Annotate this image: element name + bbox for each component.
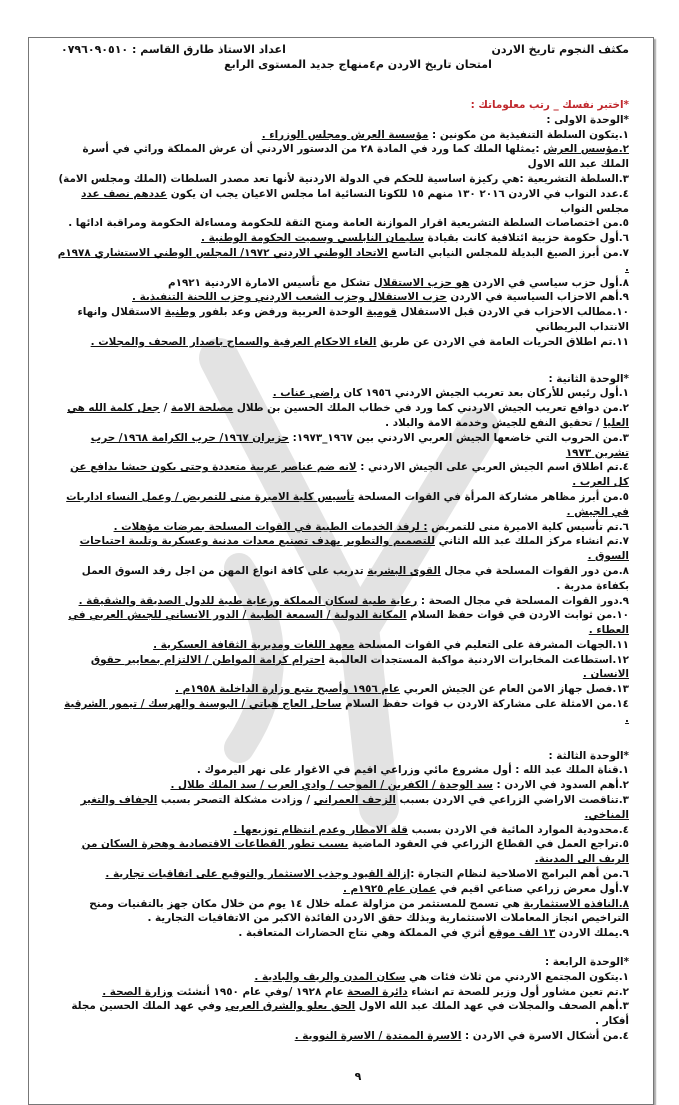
list-item xyxy=(57,985,629,1000)
item-text: ١١.الجهات المشرفة على التعليم في القوات المسلحة xyxy=(354,638,629,651)
answer-text: عام ١٩٥٦ وأصبح يتبع وزارة الداخلية ١٩٥٨م . xyxy=(175,683,401,696)
item-text: ٢.أهم السدود في الاردن : xyxy=(492,779,629,792)
content xyxy=(57,98,629,1044)
answer-text: عمان عام ١٩٢٥م . xyxy=(342,882,437,895)
answer-text: الاسرة الممتدة / الاسرة النووية . xyxy=(294,1030,462,1043)
unit-2 xyxy=(57,372,629,727)
answer-text: ساحل العاج هياتي / البوسنة والهرسك / تيمور الشرقية . xyxy=(64,698,629,725)
answer-text: معهد اللغات ومديرية الثقافة العسكرية . xyxy=(153,638,355,651)
answer-text: لانه ضم عناصر عربية متعددة وحتى يكون جيشا يدافع عن كل العرب . xyxy=(70,461,629,489)
list-item xyxy=(57,682,629,697)
list-item xyxy=(57,401,629,431)
item-text: هي تسمح للمستثمر من مزاولة عمله خلال ١٤ يوم من خلال مكان جهز بالتقنيات ومنح التراخيص انجاز المعاملات الاستثمارية وبذلك حقق الاردن الفائدة الاكبر من الاتفاقيات التجارية . xyxy=(89,897,629,925)
answer-text: للتصميم والتطوير يهدف تصنيع معدات مدنية وعسكرية وتلبية احتياجات السوق . xyxy=(79,535,629,563)
answer-text: حزب الاستقلال وحزب الشعب الاردني وحزب اللجنة التنفيذية . xyxy=(132,291,447,304)
item-text: ١١.تم اطلاق الحريات العامة في الاردن عن طريق xyxy=(376,335,629,348)
list-item xyxy=(57,999,629,1029)
answer-text: تأسيس كلية الاميرة منى للتمريض / وعمل النساء اداريات في الجيش . xyxy=(66,490,629,518)
list-item xyxy=(57,608,629,638)
item-text: / تحقيق النفع للجيش وخدمة الامة والبلاد . xyxy=(385,416,604,429)
list-item xyxy=(57,335,629,350)
answer-text: ٨.النافذه الاستثمارية xyxy=(523,897,629,910)
item-text: ١.قناة الملك عبد الله : أول مشروع مائي وزراعي اقيم في الاغوار على نهر اليرموك . xyxy=(196,764,629,777)
list-item xyxy=(57,431,629,461)
item-text: ٨.من دور القوات المسلحة في مجال xyxy=(440,564,629,577)
item-text: / وزادت مشكلة التصحر بسبب xyxy=(157,794,314,807)
item-text: ٦.تم تأسيس كلية الاميرة منى للتمريض xyxy=(427,520,629,533)
answer-text: ١٣ الف موقع xyxy=(488,927,556,940)
item-text: ١٤.من الامثلة على مشاركة الاردن ب قوات حفظ السلام xyxy=(341,698,629,711)
list-item xyxy=(57,564,629,594)
item-text: ٥.من أبرز مظاهر مشاركة المرأة في القوات المسلحة xyxy=(354,490,629,503)
document-page xyxy=(28,37,654,1105)
item-text: ٦.من أهم البرامج الاصلاحية لنظام التجارة : xyxy=(410,868,629,881)
exam-title: امتحان تاريخ الاردن م٤منهاج جديد المستوى الرابع xyxy=(224,58,492,71)
item-text: / xyxy=(159,402,171,415)
item-text: ٤.عدد النواب في الاردن ٢٠١٦ ١٣٠ منهم ١٥ للكوتا النسائية اما مجلس الاعيان يجب ان يكون xyxy=(167,187,629,200)
answer-text: وزارة الصحة . xyxy=(102,985,173,998)
list-item xyxy=(57,823,629,838)
list-item xyxy=(57,305,629,335)
list-item xyxy=(57,778,629,793)
item-text: ٤.تم اطلاق اسم الجيش العربي على الجيش الاردني : xyxy=(356,461,629,474)
unit-4 xyxy=(57,955,629,1044)
list-item xyxy=(57,594,629,609)
item-text: ١.يتكون السلطة التنفيذية من مكونين : xyxy=(428,128,629,141)
unit-title: *الوحدة الثالثة : xyxy=(548,749,629,762)
item-text: أثري في المملكة وهي نتاج الحضارات المتعاقبة . xyxy=(238,927,489,940)
answer-text: دائرة الصحة xyxy=(347,985,408,998)
item-text: مجلس النواب xyxy=(560,202,629,215)
answer-text: الحق يعلو والشرق العربي xyxy=(225,1000,356,1013)
answer-text: عددهم نصف عدد xyxy=(81,187,168,200)
list-item xyxy=(57,793,629,823)
list-item xyxy=(57,276,629,291)
item-text: ٣.أهم الصحف والمجلات في عهد الملك عبد الله الاول xyxy=(355,1000,629,1013)
list-item xyxy=(57,638,629,653)
item-text: ٦.أول حكومة حزبية ائتلافية كانت بقيادة xyxy=(424,232,629,245)
list-item xyxy=(57,460,629,490)
item-text: الوحدة العربية ورفض وعد بلفور xyxy=(195,306,367,319)
list-item xyxy=(57,1029,629,1044)
item-text: عام ١٩٢٨ /وفي عام ١٩٥٠ أنشئت xyxy=(173,985,348,998)
item-text: :يمثلها الملك كما ورد في المادة ٢٨ من الدستور الاردني أن عرش المملكة وراثي في أسرة الملك عبد الله الاول xyxy=(82,143,629,171)
item-text: ٣.من الحروب التي خاضعها الجيش العربي الاردني بين ١٩٦٧_١٩٧٣: xyxy=(289,431,629,444)
list-item xyxy=(57,837,629,867)
answer-text: قومية xyxy=(366,306,397,319)
answer-text: القوى البشرية xyxy=(367,564,441,577)
unit-3 xyxy=(57,749,629,941)
item-text: الاستقلال وانهاء الانتداب البريطاني xyxy=(77,306,629,333)
answer-text: مؤسسة العرش ومجلس الوزراء . xyxy=(261,128,429,141)
list-item xyxy=(57,534,629,564)
answer-text: : لرفد الخدمات الطبية في القوات المسلحة بمرضات مؤهلات . xyxy=(113,520,428,533)
unit-title: *الوحدة الثانية : xyxy=(548,372,629,385)
item-text: ٧.تم انشاء مركز الملك عبد الله الثاني xyxy=(434,535,629,548)
item-text: ١٣.فصل جهاز الامن العام عن الجيش العربي xyxy=(400,683,629,696)
list-item xyxy=(57,172,629,187)
item-text: ٥.تراجع العمل في القطاع الزراعي في العقود الماضية xyxy=(348,838,629,851)
item-text: ٣.السلطة التشريعية :هي ركيزة اساسية للحكم في الدولة الاردنية لأنها تعد مصدر السلطات (الملك ومجلس الامة) xyxy=(58,172,629,185)
item-text: ١.يتكون المجتمع الاردني من ثلاث فئات هي xyxy=(405,970,629,983)
answer-text: سكان المدن والريف والبادية . xyxy=(254,970,406,983)
answer-text: المكانة الدولية / السمعة الطبية / الدور الانساني للجيش العربي في العطاء . xyxy=(68,609,629,637)
item-text: تشكل مع تأسيس الامارة الاردنية ١٩٢١م xyxy=(168,276,374,289)
list-item xyxy=(57,926,629,941)
item-text: ٢.من دوافع تعريب الجيش الاردني كما ورد في خطاب الملك الحسين بن طلال xyxy=(233,402,629,415)
item-text: ٨.أول حزب سياسي في الاردن xyxy=(469,276,629,289)
header-course-title: مكثف النجوم تاريخ الاردن xyxy=(491,43,629,56)
item-text: ٩.أهم الاحزاب السياسية في الاردن xyxy=(446,291,629,304)
answer-text: سليمان النابلسي وسميت الحكومة الوطنية . xyxy=(201,232,425,245)
answer-text: وطنية xyxy=(164,306,196,319)
answer-text: قلة الامطار وعدم انتظام توزيعها . xyxy=(233,823,408,836)
answer-text: الجفاف والتغير المناخي. xyxy=(80,794,629,821)
item-text: ٧.أول معرض زراعي صناعي اقيم في xyxy=(436,882,629,895)
answer-text: الاتحاد الوطني الاردني ١٩٧٢/ المجلس الوطني الاستشاري ١٩٧٨م . xyxy=(57,246,629,274)
item-text: ٢.تم تعين مشاور أول وزير للصحة تم انشاء xyxy=(407,985,629,998)
item-text: ٤.من أشكال الاسرة في الاردن : xyxy=(461,1030,629,1043)
item-text: ٤.محدودية الموارد المائية في الاردن بسبب xyxy=(407,823,629,836)
answer-text: رعاية طبية لسكان المملكة ورعاية طبية للدول الصديقة والشقيقة . xyxy=(78,594,418,607)
list-item xyxy=(57,697,629,727)
answer-text: سد الوحدة / الكفرين / الموجب / وادي العرب / سد الملك طلال . xyxy=(170,779,493,792)
item-text: ٣.تناقصت الاراضي الزراعي في الاردن بسبب xyxy=(395,794,629,807)
answer-text: إزالة القيود وجذب الاستثمار والتوقيع على اتفاقيات تجارية . xyxy=(105,868,411,881)
answer-text: الغاء الاحكام العرفية والسماح باصدار الصحف والمجلات . xyxy=(90,335,377,348)
list-item xyxy=(57,520,629,535)
unit-title: *الوحدة الاولى : xyxy=(546,113,629,126)
header-row xyxy=(57,43,629,57)
list-item xyxy=(57,231,629,246)
answer-text: حزيران ١٩٦٧/ حرب الكرامة ١٩٦٨/ حرب تشرين ١٩٧٣ xyxy=(90,431,629,459)
item-text: ١٠.مطالب الاحزاب في الاردن قبل الاستقلال xyxy=(396,306,629,319)
list-item xyxy=(57,290,629,305)
list-item xyxy=(57,882,629,897)
answer-text: راضي عناب . xyxy=(272,387,340,400)
answer-text: هو حزب الاستقلال xyxy=(373,276,470,289)
answer-text: احترام كرامة المواطن / الالتزام بمعايير حقوق الانسان . xyxy=(90,653,629,681)
list-item xyxy=(57,897,629,927)
units-container xyxy=(57,113,629,1044)
list-item xyxy=(57,142,629,172)
list-item xyxy=(57,490,629,520)
list-item xyxy=(57,246,629,276)
list-item xyxy=(57,653,629,683)
page-number: ٩ xyxy=(354,1069,362,1083)
answer-text: الزحف العمراني xyxy=(313,794,396,807)
item-text: ١.أول رئيس للأركان بعد تعريب الجيش الاردني ١٩٥٦ كان xyxy=(339,387,629,400)
answer-text: مصلحة الامة xyxy=(170,402,234,415)
list-item xyxy=(57,216,629,231)
list-item xyxy=(57,867,629,882)
item-text: وفي عهد الملك الحسين مجلة أفكار . xyxy=(71,1000,629,1028)
unit-title: *الوحدة الرابعة : xyxy=(545,956,629,969)
header-author: اعداد الاستاذ طارق القاسم : ٠٧٩٦٠٩٠٥١٠ xyxy=(61,43,286,56)
list-item xyxy=(57,128,629,143)
list-item xyxy=(57,763,629,778)
item-text: ٥.من اختصاصات السلطة التشريعية اقرار الموازنة العامة ومنح الثقة للحكومة ومساءلة الحكومة ومراقبة ادائها . xyxy=(68,217,629,230)
item-text: ١٢.استطاعت المخابرات الاردنية مواكبة المستجدات العالمية xyxy=(324,653,629,666)
item-text: ٧.من أبرز الصيغ البديلة للمجلس النيابي التاسع xyxy=(387,246,629,259)
list-item xyxy=(57,970,629,985)
section-title: *اختبر نفسك _ رتب معلوماتك : xyxy=(470,99,629,111)
item-text: ٩.يملك الاردن xyxy=(555,927,629,940)
list-item xyxy=(57,386,629,401)
unit-1 xyxy=(57,113,629,350)
answer-text: بسبب تطور القطاعات الاقتصادية وهجرة السكان من الريف الى المدينة. xyxy=(81,838,629,866)
answer-text: جعل كلمة الله هي العليا xyxy=(67,402,629,429)
item-text: تدريب على كافة انواع المهن من اجل رفد السوق العمل بكفاءة مدربة . xyxy=(81,564,629,592)
item-text: ١٠.من ثوابت الاردن في قوات حفظ السلام xyxy=(406,609,629,622)
answer-text: ٢.مؤسس العرش xyxy=(543,143,629,156)
item-text: ٩.دور القوات المسلحة في مجال الصحة : xyxy=(417,594,629,607)
list-item xyxy=(57,187,629,217)
